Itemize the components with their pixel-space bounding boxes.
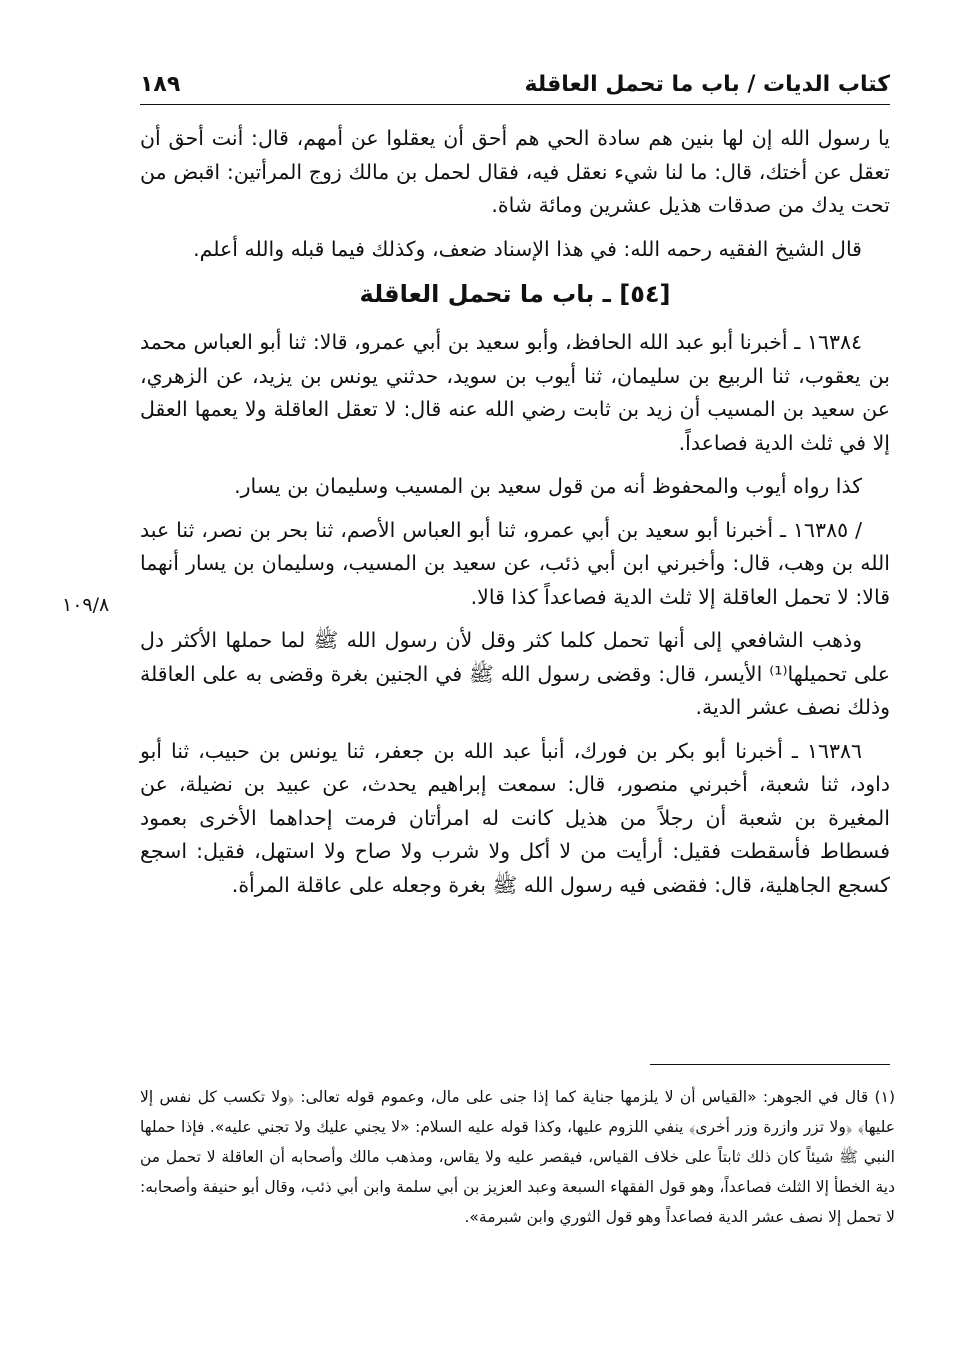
paragraph-4: كذا رواه أيوب والمحفوظ أنه من قول سعيد بن المسيب وسليمان بن يسار. bbox=[234, 474, 862, 498]
paragraph-2: قال الشيخ الفقيه رحمه الله: في هذا الإسناد ضعف، وكذلك فيما قبله والله أعلم. bbox=[193, 236, 862, 261]
hadith-16386: ١٦٣٨٦ ـ أخبرنا أبو بكر بن فورك، أنبأ عبد الله بن جعفر، ثنا يونس بن حبيب، ثنا أبو داود، ثنا شعبة، أخبرني منصور، قال: سمعت إبراهيم يحدث، عن عبيد بن نضيلة، عن المغيرة بن شعبة أن رجلاً من هذيل كانت له امرأتان فرمت إحداهما الأخرى بعمود فسطاط فأسقطت فقيل: أرأيت من لا أكل ولا شرب ولا صاح ولا استهل، فقيل: اسجع كسجع الجاهلية، قال: فقضى فيه رسول الله ﷺ بغرة وجعله على عاقلة المرأة. bbox=[140, 738, 890, 897]
hadith-16384: ١٦٣٨٤ ـ أخبرنا أبو عبد الله الحافظ، وأبو سعيد بن أبي عمرو، قالا: ثنا أبو العباس محمد بن يعقوب، ثنا الربيع بن سليمان، ثنا أيوب بن سويد، حدثني يونس بن يزيد، عن الزهري، عن سعيد بن المسيب أن زيد بن ثابت رضي الله عنه قال: لا تعقل العاقلة ولا يعمها العقل إلا في ثلث الدية فصاعداً. bbox=[140, 330, 890, 455]
page-number: ١٨٩ bbox=[140, 72, 186, 97]
paragraph-6: وذهب الشافعي إلى أنها تحمل كلما كثر وقل لأن رسول الله ﷺ لما حملها الأكثر دل على تحميلها⁽¹⁾ الأيسر، قال: وقضى رسول الله ﷺ في الجنين بغرة وقضى به على العاقلة وذلك نصف عشر الدية. bbox=[140, 628, 890, 719]
footnote-separator bbox=[650, 1064, 890, 1065]
header-title: كتاب الديات / باب ما تحمل العاقلة bbox=[519, 72, 891, 97]
section-heading: [٥٤] ـ باب ما تحمل العاقلة bbox=[359, 280, 671, 308]
footnotes bbox=[140, 1082, 895, 1232]
footnote-1: (١) قال في الجوهر: «القياس أن لا يلزمها جناية كما إذا جنى على مال، وعموم قوله تعالى: ﴿ولا تكسب كل نفس إلا عليها﴾ ﴿ولا تزر وازرة وزر أخرى﴾ ينفي اللزوم عليها، وكذا قوله عليه السلام: «لا يجني عليك ولا تجني عليه». فإذا حملها النبي ﷺ شيئاً كان ذلك ثابتاً على خلاف القياس، فيقصر عليه ولا يقاس، ومذهب مالك وأصحابه أن العاقلة لا تحمل من دية الخطأ إلا الثلث فصاعداً، وهو قول الفقهاء السبعة وعبد العزيز بن أبي سلمة وابن أبي ذئب، وقال أبو حنيفة وأصحابه: لا تحمل إلا نصف عشر الدية فصاعداً وهو قول الثوري وابن شبرمة». bbox=[140, 1088, 895, 1226]
margin-volume-page-note: ١٠٩/٨ bbox=[62, 594, 110, 616]
running-header bbox=[140, 70, 890, 105]
hadith-16385: / ١٦٣٨٥ ـ أخبرنا أبو سعيد بن أبي عمرو، ثنا أبو العباس الأصم، ثنا بحر بن نصر، ثنا عبد الله بن وهب، قال: وأخبرني ابن أبي ذئب، عن سعيد بن المسيب، وسليمان بن يسار أنهما قالا: لا تحمل العاقلة إلا ثلث الدية فصاعداً كذا قالا. bbox=[140, 517, 890, 609]
main-text bbox=[140, 122, 890, 912]
paragraph-1: يا رسول الله إن لها بنين هم سادة الحي هم أحق أن يعقلوا عن أمهم، قال: أنت أحق أن تعقل عن أختك، قال: ما لنا شيء نعقل فيه، فقال لحمل بن مالك زوج المرأتين: اقبض من تحت يدك من صدقات هذيل عشرين ومائة شاة. bbox=[140, 126, 890, 217]
